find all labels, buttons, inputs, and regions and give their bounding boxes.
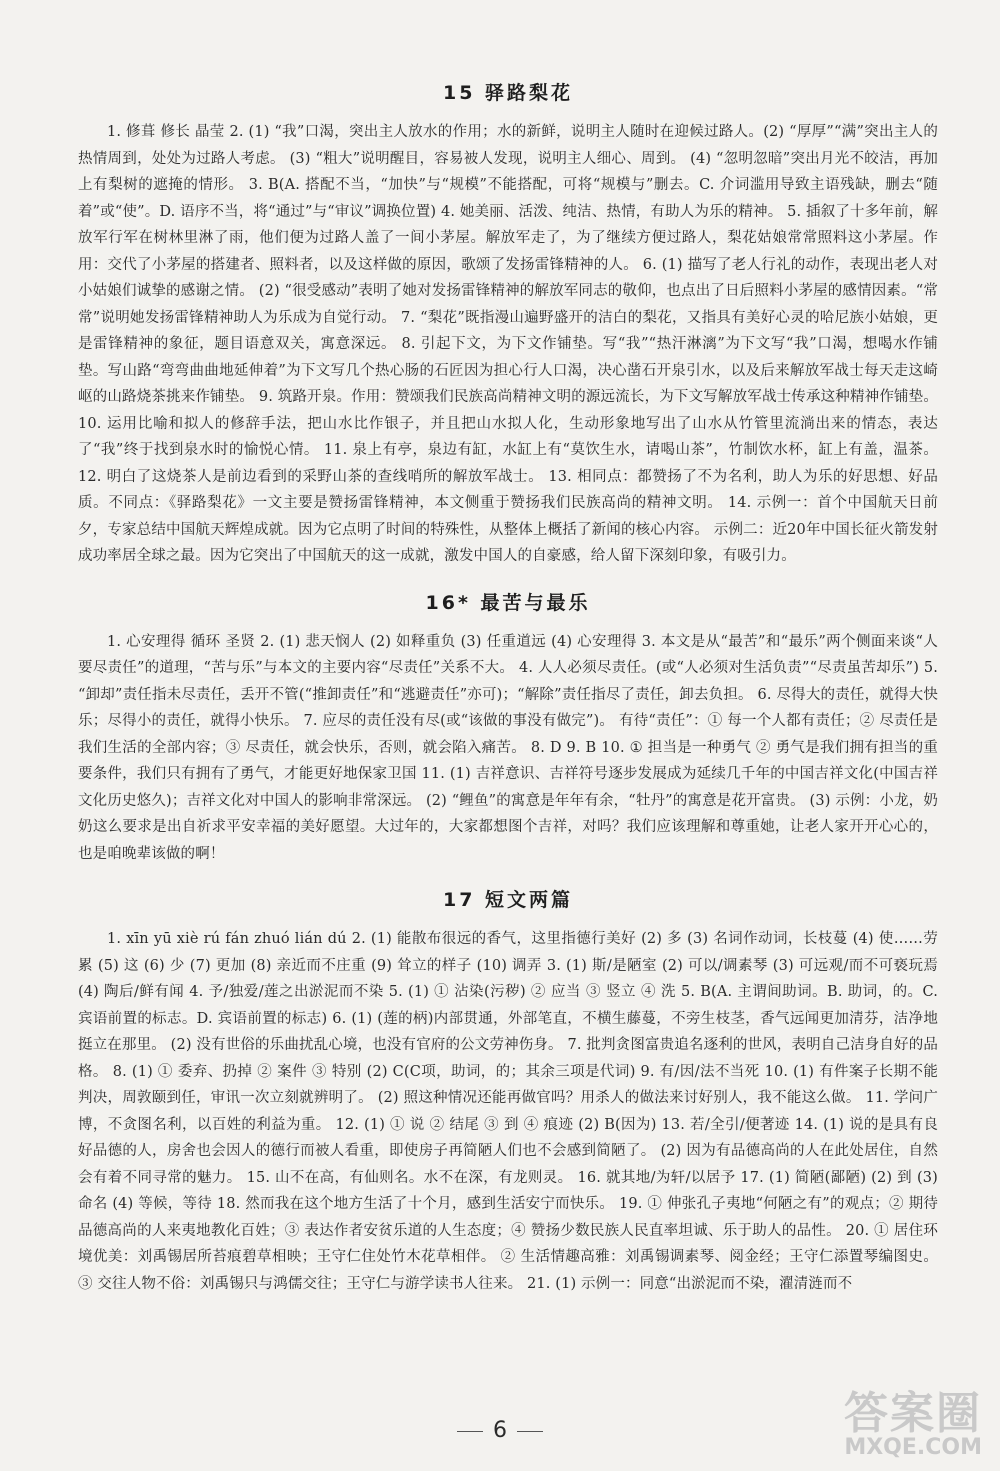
section-answers-15: 1. 修葺 修长 晶莹 2. (1) “我”口渴，突出主人放水的作用；水的新鲜，说明主人随时在迎候过路人。(2) “厚厚”“满”突出主人的热情周到，处处为过路人考虑。 (3) “粗大”说明醒目，容易被人发现，说明主人细心、周到。 (4) “忽明忽暗”突出月光不皎洁，再加上有梨树的遮掩的情形。 3. B(A. 搭配不当，“加快”与“规模”不能搭配，可将“规模与”删去。C. 介词滥用导致主语残缺，删去“随着”或“使”。D. 语序不当，将“通过”与“审议”调换位置) 4. 她美丽、活泼、纯洁、热情，有助人为乐的精神。 5. 插叙了十多年前，解放军行军在树林里淋了雨，他们便为过路人盖了一间小茅屋。解放军走了，为了继续方便过路人，梨花姑娘常常照料这小茅屋。作用：交代了小茅屋的搭建者、照料者，以及这样做的原因，歌颂了发扬雷锋精神的人。 6. (1) 描写了老人行礼的动作，表现出老人对小姑娘们诚挚的感谢之情。 (2) “很受感动”表明了她对发扬雷锋精神的解放军同志的敬仰，也点出了日后照料小茅屋的感情因素。“常常”说明她发扬雷锋精神助人为乐成为自觉行动。 7. “梨花”既指漫山遍野盛开的洁白的梨花，又指具有美好心灵的哈尼族小姑娘，更是雷锋精神的象征，题目语意双关，寓意深远。 8. 引起下文，为下文作铺垫。写“我”“热汗淋漓”为下文写“我”口渴，想喝水作铺垫。写山路“弯弯曲曲地延伸着”为下文写几个热心肠的石匠因为担心行人口渴，决心凿石开泉引水，以及后来解放军战士每天走这崎岖的山路烧茶挑来作铺垫。 9. 筑路开泉。作用：赞颂我们民族高尚精神文明的源远流长，为下文写解放军战士传承这种精神作铺垫。 10. 运用比喻和拟人的修辞手法，把山水比作银子，并且把山水拟人化，生动形象地写出了山水从竹管里流淌出来的情态，表达了“我”终于找到泉水时的愉悦心情。 11. 泉上有亭，泉边有缸，水缸上有“莫饮生水，请喝山茶”，竹制饮水杯，缸上有盖，温茶。 12. 明白了这烧茶人是前边看到的采野山茶的查线哨所的解放军战士。 13. 相同点：都赞扬了不为名利，助人为乐的好思想、好品质。不同点：《驿路梨花》一文主要是赞扬雷锋精神，本文侧重于赞扬我们民族高尚的精神文明。 14. 示例一：首个中国航天日前夕，专家总结中国航天辉煌成就。因为它点明了时间的特殊性，从整体上概括了新闻的核心内容。 示例二：近20年中国长征火箭发射成功率居全球之最。因为它突出了中国航天的这一成就，激发中国人的自豪感，给人留下深刻印象，有吸引力。 bbox=[78, 124, 938, 564]
watermark-url: MXQE.COM bbox=[844, 1435, 982, 1460]
watermark bbox=[844, 1388, 982, 1460]
page-number-dash-right bbox=[517, 1431, 543, 1432]
answer-page bbox=[78, 78, 938, 1315]
page-number-value: 6 bbox=[493, 1418, 507, 1443]
page-number-dash-left bbox=[457, 1431, 483, 1432]
section-answers-16: 1. 心安理得 循环 圣贤 2. (1) 悲天悯人 (2) 如释重负 (3) 任重道远 (4) 心安理得 3. 本文是从“最苦”和“最乐”两个侧面来谈“人要尽责任”的道理，“苦与乐”与本文的主要内容“尽责任”关系不大。 4. 人人必须尽责任。(或“人必须对生活负责”“尽责虽苦却乐”) 5. “卸却”责任指未尽责任，丢开不管(“推卸责任”和“逃避责任”亦可)；“解除”责任指尽了责任，卸去负担。 6. 尽得大的责任，就得大快乐；尽得小的责任，就得小快乐。 7. 应尽的责任没有尽(或“该做的事没有做完”)。 有待“责任”：① 每一个人都有责任；② 尽责任是我们生活的全部内容；③ 尽责任，就会快乐，否则，就会陷入痛苦。 8. D 9. B 10. ① 担当是一种勇气 ② 勇气是我们拥有担当的重要条件，我们只有拥有了勇气，才能更好地保家卫国 11. (1) 吉祥意识、吉祥符号逐步发展成为延续几千年的中国吉祥文化(中国吉祥文化历史悠久)；吉祥文化对中国人的影响非常深远。 (2) “鲤鱼”的寓意是年年有余，“牡丹”的寓意是花开富贵。 (3) 示例：小龙，奶奶这么要求是出自祈求平安幸福的美好愿望。大过年的，大家都想图个吉祥，对吗？我们应该理解和尊重她，让老人家开开心心的，也是咱晚辈该做的啊！ bbox=[78, 633, 938, 862]
section-title-16: 16* 最苦与最乐 bbox=[425, 591, 591, 614]
section-title-15: 15 驿路梨花 bbox=[442, 82, 574, 104]
section-title-17: 17 短文两篇 bbox=[442, 889, 574, 911]
watermark-logo: 答案圈 bbox=[844, 1388, 982, 1439]
section-answers-17: 1. xīn yū xiè rú fán zhuó lián dú 2. (1) 能散布很远的香气，这里指德行美好 (2) 多 (3) 名词作动词，长枝蔓 (4) 使……劳累 (5) 这 (6) 少 (7) 更加 (8) 亲近而不庄重 (9) 耸立的样子 (10) 调弄 3. (1) 斯/是陋室 (2) 可以/调素琴 (3) 可远观/而不可亵玩焉 (4) 陶后/鲜有闻 4. 予/独爱/莲之出淤泥而不染 5. (1) ① 沾染(污秽) ② 应当 ③ 竖立 ④ 洗 5. B(A. 主谓间助词。B. 助词，的。C. 宾语前置的标志。D. 宾语前置的标志) 6. (1) (莲的柄)内部贯通，外部笔直，不横生藤蔓，不旁生枝茎，香气远闻更加清芬，洁净地挺立在那里。 (2) 没有世俗的乐曲扰乱心境，也没有官府的公文劳神伤身。 7. 批判贪图富贵追名逐利的世风，表明自己洁身自好的品格。 8. (1) ① 委弃、扔掉 ② 案件 ③ 特别 (2) C(C项，助词，的；其余三项是代词) 9. 有/因/法不当死 10. (1) 有件案子长期不能判决，周敦颐到任，审讯一次立刻就辨明了。 (2) 照这种情况还能再做官吗？用杀人的做法来讨好别人，我不能这么做。 11. 学问广博，不贪图名利，以百姓的利益为重。 12. (1) ① 说 ② 结尾 ③ 到 ④ 痕迹 (2) B(因为) 13. 若/全引/便著迹 14. (1) 说的是具有良好品德的人，房舍也会因人的德行而被人看重，即使房子再简陋人们也不会感到简陋了。 (2) 因为有品德高尚的人在此处居住，自然会有着不同寻常的魅力。 15. 山不在高，有仙则名。水不在深，有龙则灵。 16. 就其地/为轩/以居予 17. (1) 简陋(鄙陋) (2) 到 (3) 命名 (4) 等候，等待 18. 然而我在这个地方生活了十个月，感到生活安宁而快乐。 19. ① 伸张孔子夷地“何陋之有”的观点；② 期待品德高尚的人来夷地教化百姓；③ 表达作者安贫乐道的人生态度；④ 赞扬少数民族人民直率坦诚、乐于助人的品性。 20. ① 居住环境优美：刘禹锡居所苔痕碧草相映；王守仁住处竹木花草相伴。 ② 生活情趣高雅：刘禹锡调素琴、阅金经；王守仁添置琴编图史。 ③ 交往人物不俗：刘禹锡只与鸿儒交往；王守仁与游学读书人往来。 21. (1) 示例一：同意“出淤泥而不染，濯清涟而不 bbox=[78, 931, 938, 1292]
